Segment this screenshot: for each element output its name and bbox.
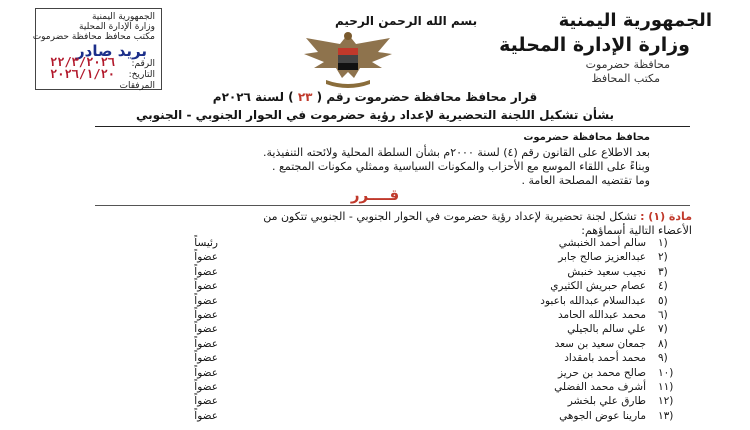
stamp-country: الجمهورية اليمنية (91, 12, 155, 22)
member-number: ٣) (658, 265, 668, 278)
member-number: ٦) (658, 308, 668, 321)
member-number: ١١) (658, 380, 674, 393)
member-number: ٧) (658, 323, 668, 336)
decision-heading: قــــرر (350, 186, 400, 204)
decree-number: ٢٣ (293, 90, 317, 104)
member-role: عضواً (194, 337, 218, 350)
decree-subtitle: بشأن تشكيل اللجنة التحضيرية لإعداد رؤية حضرموت في الحوار الجنوبي - الجنوبي (135, 108, 615, 122)
stamp-ref-label: الرقم: (131, 59, 155, 69)
divider (95, 205, 690, 206)
member-name: صالح محمد بن حريز (557, 366, 646, 379)
header-country: الجمهورية اليمنية (558, 10, 712, 31)
article-1-label: مادة (١) : (640, 210, 692, 223)
list-item (128, 352, 688, 366)
member-number: ٩) (658, 352, 668, 365)
member-role: عضواً (194, 409, 218, 422)
stamp-title: بريد صادر (76, 42, 147, 60)
member-number: ١) (658, 237, 668, 249)
member-number: ٢) (658, 251, 668, 264)
stamp-date-label: التاريخ: (128, 70, 155, 80)
decree-title (0, 90, 750, 104)
preamble-line: وبناءً على اللقاء الموسع مع الأحزاب والمكونات السياسية وممثلي مكونات المجتمع . (271, 160, 650, 173)
list-item (128, 323, 688, 337)
list-item (128, 237, 688, 251)
decree-title-suffix: ) لسنة ٢٠٢٦م (212, 90, 294, 104)
member-role: عضواً (194, 323, 218, 336)
member-role: عضواً (194, 395, 218, 408)
preamble-line: بعد الاطلاع على القانون رقم (٤) لسنة ٢٠٠٠م بشأن السلطة المحلية ولائحته التنفيذية. (262, 146, 650, 159)
header-ministry: وزارة الإدارة المحلية (499, 34, 690, 56)
preamble-line: وما تقتضيه المصلحة العامة . (521, 174, 650, 187)
member-name: جمعان سعيد بن سعد (554, 337, 646, 350)
member-role: عضواً (194, 308, 218, 321)
list-item (128, 295, 688, 309)
stamp-ministry: وزارة الإدارة المحلية (79, 22, 155, 32)
member-role: عضواً (194, 265, 218, 278)
member-name: طارق علي بلخشر (567, 395, 646, 408)
header-office: مكتب المحافظ (591, 72, 660, 85)
member-role: عضواً (194, 251, 218, 264)
member-name: محمد أحمد بامقداد (564, 352, 646, 365)
member-name: نجيب سعيد خنبش (567, 265, 646, 278)
member-name: سالم أحمد الخنبشي (558, 237, 646, 249)
list-item (128, 309, 688, 323)
member-number: ٥) (658, 294, 668, 307)
divider (95, 126, 690, 127)
governor-label: محافظ محافظة حضرموت (523, 132, 650, 143)
member-number: ٨) (658, 337, 668, 350)
member-number: ٤) (658, 280, 668, 293)
list-item (128, 280, 688, 294)
stamp-ref-handwritten: ٢٢/٣/٢٠٢٦ (50, 55, 116, 69)
basmala-caption: بسم الله الرحمن الرحيم (335, 14, 478, 28)
member-role: رئيساً (194, 237, 218, 249)
member-name: عبدالعزيز صالح جابر (558, 251, 646, 264)
stamp-office: مكتب محافظ محافظة حضرموت (32, 32, 155, 42)
list-item (128, 395, 688, 409)
outgoing-mail-stamp (32, 8, 162, 91)
member-number: ١٠) (658, 366, 674, 379)
stamp-attachments-label: المرفقات (119, 81, 155, 91)
member-name: أشرف محمد الفضلي (554, 380, 646, 393)
article-1-text: تشكل لجنة تحضيرية لإعداد رؤية حضرموت في الحوار الجنوبي - الجنوبي تتكون من (263, 210, 637, 223)
decree-title-prefix: قرار محافظ محافظة حضرموت رقم ( (316, 90, 538, 104)
member-name: عصام حبريش الكثيري (550, 280, 646, 293)
member-role: عضواً (194, 380, 218, 393)
stamp-date-handwritten: ٢٠٢٦/١/٢٠ (50, 67, 116, 81)
article-1 (263, 210, 692, 223)
eagle-emblem-icon (296, 28, 400, 90)
member-role: عضواً (194, 280, 218, 293)
member-name: مارينا عوض الجوهي (559, 409, 646, 422)
list-item (128, 266, 688, 280)
member-name: محمد عبدالله الحامد (557, 308, 646, 321)
list-item (128, 338, 688, 352)
list-item (128, 251, 688, 265)
member-role: عضواً (194, 294, 218, 307)
list-item (128, 410, 688, 424)
article-1-text-continued: الأعضاء التالية أسماؤهم: (581, 224, 692, 237)
list-item (128, 367, 688, 381)
member-role: عضواً (194, 352, 218, 365)
member-number: ١٣) (658, 409, 674, 422)
member-number: ١٢) (658, 395, 674, 408)
member-role: عضواً (194, 366, 218, 379)
header-governorate: محافظة حضرموت (585, 58, 670, 71)
list-item (128, 381, 688, 395)
member-name: علي سالم بالجيلي (567, 323, 646, 336)
member-name: عبدالسلام عبدالله باعبود (540, 294, 646, 307)
members-list (128, 237, 688, 424)
